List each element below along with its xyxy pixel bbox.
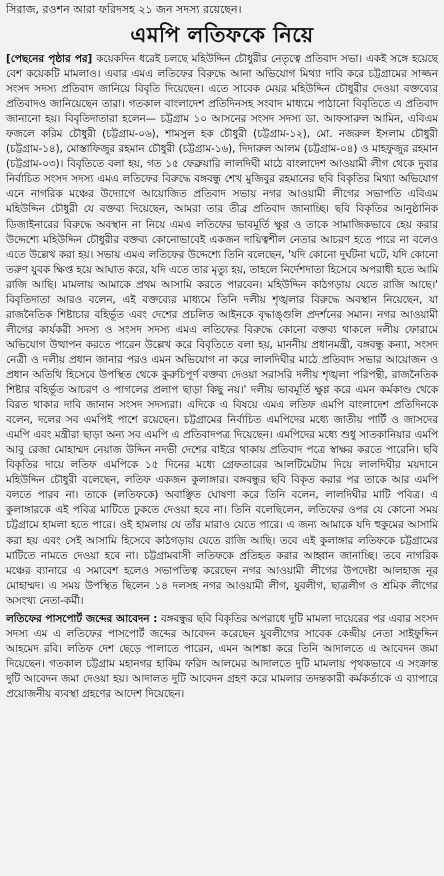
paragraph-2-body: বঙ্গবন্ধুর ছবি বিকৃতির অপরাধে দুটি মামলা দায়েরের পর এবার সংসদ সদস্য এম এ লতিফের পাসপোর্ট জব্দের আবেদন করেছেন যুবলীগের সাবেক কেন্দ্রীয় নেতা সাইফুদ্দিন আহমেদ রবি। লতিফ দেশ ছেড়ে পালাতে পারেন, এমন আশঙ্কা করে তিনি আদালতে এ আবেদন জমা দিয়েছেন। গতকাল চট্টগ্রাম মহানগর হাকিম ফরিদ আলমের আদালতে দুটি মামলায় পৃথকভাবে এ সংক্রান্ত দুটি আবেদন জমা দেওয়া হয়। আদালত দুটি আবেদন গ্রহণ করে মামলার তদন্তকারী কর্মকর্তাকে এ ব্যাপারে প্রয়োজনীয় ব্যবস্থা গ্রহণের আদেশ দিয়েছেন। [6, 612, 438, 700]
subheading-passport: লতিফের পাসপোর্ট জব্দের আবেদন : [6, 612, 158, 625]
previous-article-tail: সিরাজ, রওশন আরা ফরিদসহ ২১ জন সদস্য রয়েছেন। [6, 3, 242, 16]
article-paragraph-1 [6, 52, 438, 609]
paragraph-1-body: কয়েকদিন ধরেই চলছে মহিউদ্দিন চৌধুরীর নেতৃত্বে প্রতিবাদ সভা। একই সঙ্গে হয়েছে বেশ কয়েকটি মামলাও। এবার এমএ লতিফের বিরুদ্ধে আনা অভিযোগ মিথ্যা দাবি করে চট্টগ্রামের সাজ্জন সংসদ সদস্য প্রতিবাদ জানিয়ে বিবৃতি দিয়েছেন। এতে সাবেক মেয়র মহিউদ্দিন চৌধুরীর দেওয়া বক্তব্যের প্রতিবাদও জানিয়েছেন তারা। গতকাল বাংলাদেশ প্রতিদিনসহ সংবাদ মাধ্যমে পাঠানো বিবৃতিতে এ প্রতিবাদ জানানো হয়। বিবৃতিদাতারা হলেন— চট্টগ্রাম ১০ আসনের সংসদ সদস্য ডা. আফসারুল আমিন, এবিএম ফজলে করিম চৌধুরী (চট্টগ্রাম-০৬), শামসুল হক চৌধুরী (চট্টগ্রাম-১২), মো. নজরুল ইসলাম চৌধুরী (চট্টগ্রাম-১৪), মোস্তাফিজুর রহমান চৌধুরী (চট্টগ্রাম-১৬), দিদারুল আলম (চট্টগ্রাম-০৪) ও মাহফুজুর রহমান (চট্টগ্রাম-০৩)। বিবৃতিতে বলা হয়, গত ১৫ ফেব্রুয়ারি লালদিঘী মাঠে বাংলাদেশ আওয়ামী লীগ থেকে দুবার নির্বাচিত সংসদ সদস্য এমএ লতিফের বিরুদ্ধে বঙ্গবন্ধু শেখ মুজিবুর রহমানের ছবি বিকৃতির মিথ্যা অভিযোগ এনে নাগরিক মঞ্চের উদ্যোগে আয়োজিত প্রতিবাদ সভায় নগর আওয়ামী লীগের সভাপতি এবিএম মহিউদ্দিন চৌধুরী যে বক্তব্য দিয়েছেন, আমরা তার তীব্র প্রতিবাদ জানাচ্ছি। ছবি বিকৃতির আনুষ্ঠানিক ডিজাইনারের বিরুদ্ধে অবস্থান না নিয়ে এমএ লতিফের ভাবমূর্তি ক্ষুণ্ণ ও তাকে সামাজিকভাবে হেয় করার উদ্দেশ্যে মহিউদ্দিন চৌধুরীর বক্তব্য কোনোভাবেই একজন দায়িত্বশীল নেতার আচরণ হতে পারে না বলেও এতে উল্লেখ করা হয়। সভায় এমএ লতিফের উদ্দেশ্যে তিনি বলেছেন, 'যদি কোনো দুর্ঘটনা ঘটে, যদি কোনো তরুণ যুবক ক্ষিপ্ত হয়ে আঘাত করে, যদি এতে তার মৃত্যু হয়, তাহলে নির্দেশদাতা হিসেবে অপরাধী হতে আমি রাজি আছি। মামলায় আমাকে প্রথম আসামি করতে পারবেন। মহিউদ্দিন কাঠগড়ায় যেতে রাজি আছে।' বিবৃতিদাতা আরও বলেন, এই বক্তব্যের মাধ্যমে তিনি দলীয় শৃঙ্খলার বিরুদ্ধে অবস্থান নিয়েছেন, যা রাজনৈতিক শিষ্টাচার বহির্ভূত এবং দেশের প্রচলিত আইনকে বৃদ্ধাঙ্গুলি প্রদর্শনের সমান। নগর আওয়ামী লীগের কার্যকরী সদস্য ও সংসদ সদস্য এমএ লতিফের বিরুদ্ধে কোনো বক্তব্য থাকলে দলীয় ফোরামে অভিযোগ উত্থাপন করতে পারেন উল্লেখ করে বিবৃতিতে বলা হয়, মাননীয় প্রধানমন্ত্রী, বঙ্গবন্ধু কন্যা, সংসদ নেত্রী ও দলীয় প্রধান জানার পরও এমন অভিযোগ না করে লালদিঘীর মাঠে প্রতিবাদ সভার আয়োজন ও প্রধান অতিথি হিসেবে উপস্থিত থেকে কুরুচিপূর্ণ বক্তব্য দেওয়া সরাসরি দলীয় শৃঙ্খলা পরিপন্থী, রাজনৈতিক শিষ্টার বহির্ভূত আচরণ ও পাগলের প্রলাপ ছাড়া কিছু নয়।' দলীয় ভাবমূর্তি ক্ষুণ্ণ করে এমন কর্মকাণ্ড থেকে বিরত থাকার দাবি জানান সংসদ সদস্যরা। এদিকে এ বিষয়ে এমএ লতিফ এমপি বাংলাদেশ প্রতিদিনকে বলেন, দলের সব এমপিই পাশে রয়েছেন। চট্টগ্রামের নির্বাচিত এমপিদের মধ্যে জাতীয় পার্টি ও জাসদের এমপি এবং মন্ত্রীরা ছাড়া অন্য সব এমপি এ প্রতিবাদপত্র দিয়েছেন। এমপিদের মধ্যে শুধু সাতকানিয়ার এমপি আবু রেজা মোহাম্মদ নেয়াজ উদ্দিন নদভী দেশের বাইরে থাকায় প্রতিবাদ পত্রে স্বাক্ষর করতে পারেনি। ছবি বিকৃতির দায়ে লতিফ এমপিকে ১৫ দিনের মধ্যে গ্রেফতারের আলটিমেটাম দিয়ে লালদিঘীর ময়দানে মহিউদ্দিন চৌধুরী বলেছেন, লতিফ একজন কুলাঙ্গার। বঙ্গবন্ধুর ছবি বিকৃত করার পর তাকে আর এমপি বলতে পারব না। তাকে (লতিফকে) অবাঞ্ছিত ঘোষণা করে তিনি বলেন, লালদিঘীর মাটি পবিত্র। এ কুলাঙ্গারকে এই পবিত্র মাটিতে ঢুকতে দেওয়া হবে না। তিনি বলেছিলেন, লতিফের ওপর যে কোনো সময় চট্টগ্রামে হামলা হতে পারে। ওই হামলায় যে তাঁর মারাও যেতে পারে। এ জন্য আমাকে যদি হুকুমের আসামি করা হয় এবং সেই আসামি হিসেবে কাঠগড়ায় যেতে রাজি আছি। তবে এই কুলাঙ্গার লতিফকে চট্টগ্রামের মাটিতে নামতে দেওয়া হবে না। চট্টগ্রামবাসী লতিফকে প্রতিহত করার আহ্বান জানাচ্ছি। তবে নাগরিক মঞ্চের ব্যানারে এ সমাবেশ হলেও সভাপতিত্ব করেছেন নগর আওয়ামী লীগের উপদেষ্টা আলহাজ নূর মোহাম্মদ। এ সময় উপস্থিত ছিলেন ১৪ দলসহ নগর আওয়ামী লীগ, যুবলীগ, ছাত্রলীগ ও শ্রমিক লীগের অসংখ্য নেতা-কর্মী। [6, 53, 438, 607]
article-headline: এমপি লতিফকে নিয়ে [130, 23, 314, 47]
continuation-label: [পেছনের পৃষ্ঠার পর] [6, 53, 93, 65]
article-paragraph-2 [6, 612, 438, 702]
